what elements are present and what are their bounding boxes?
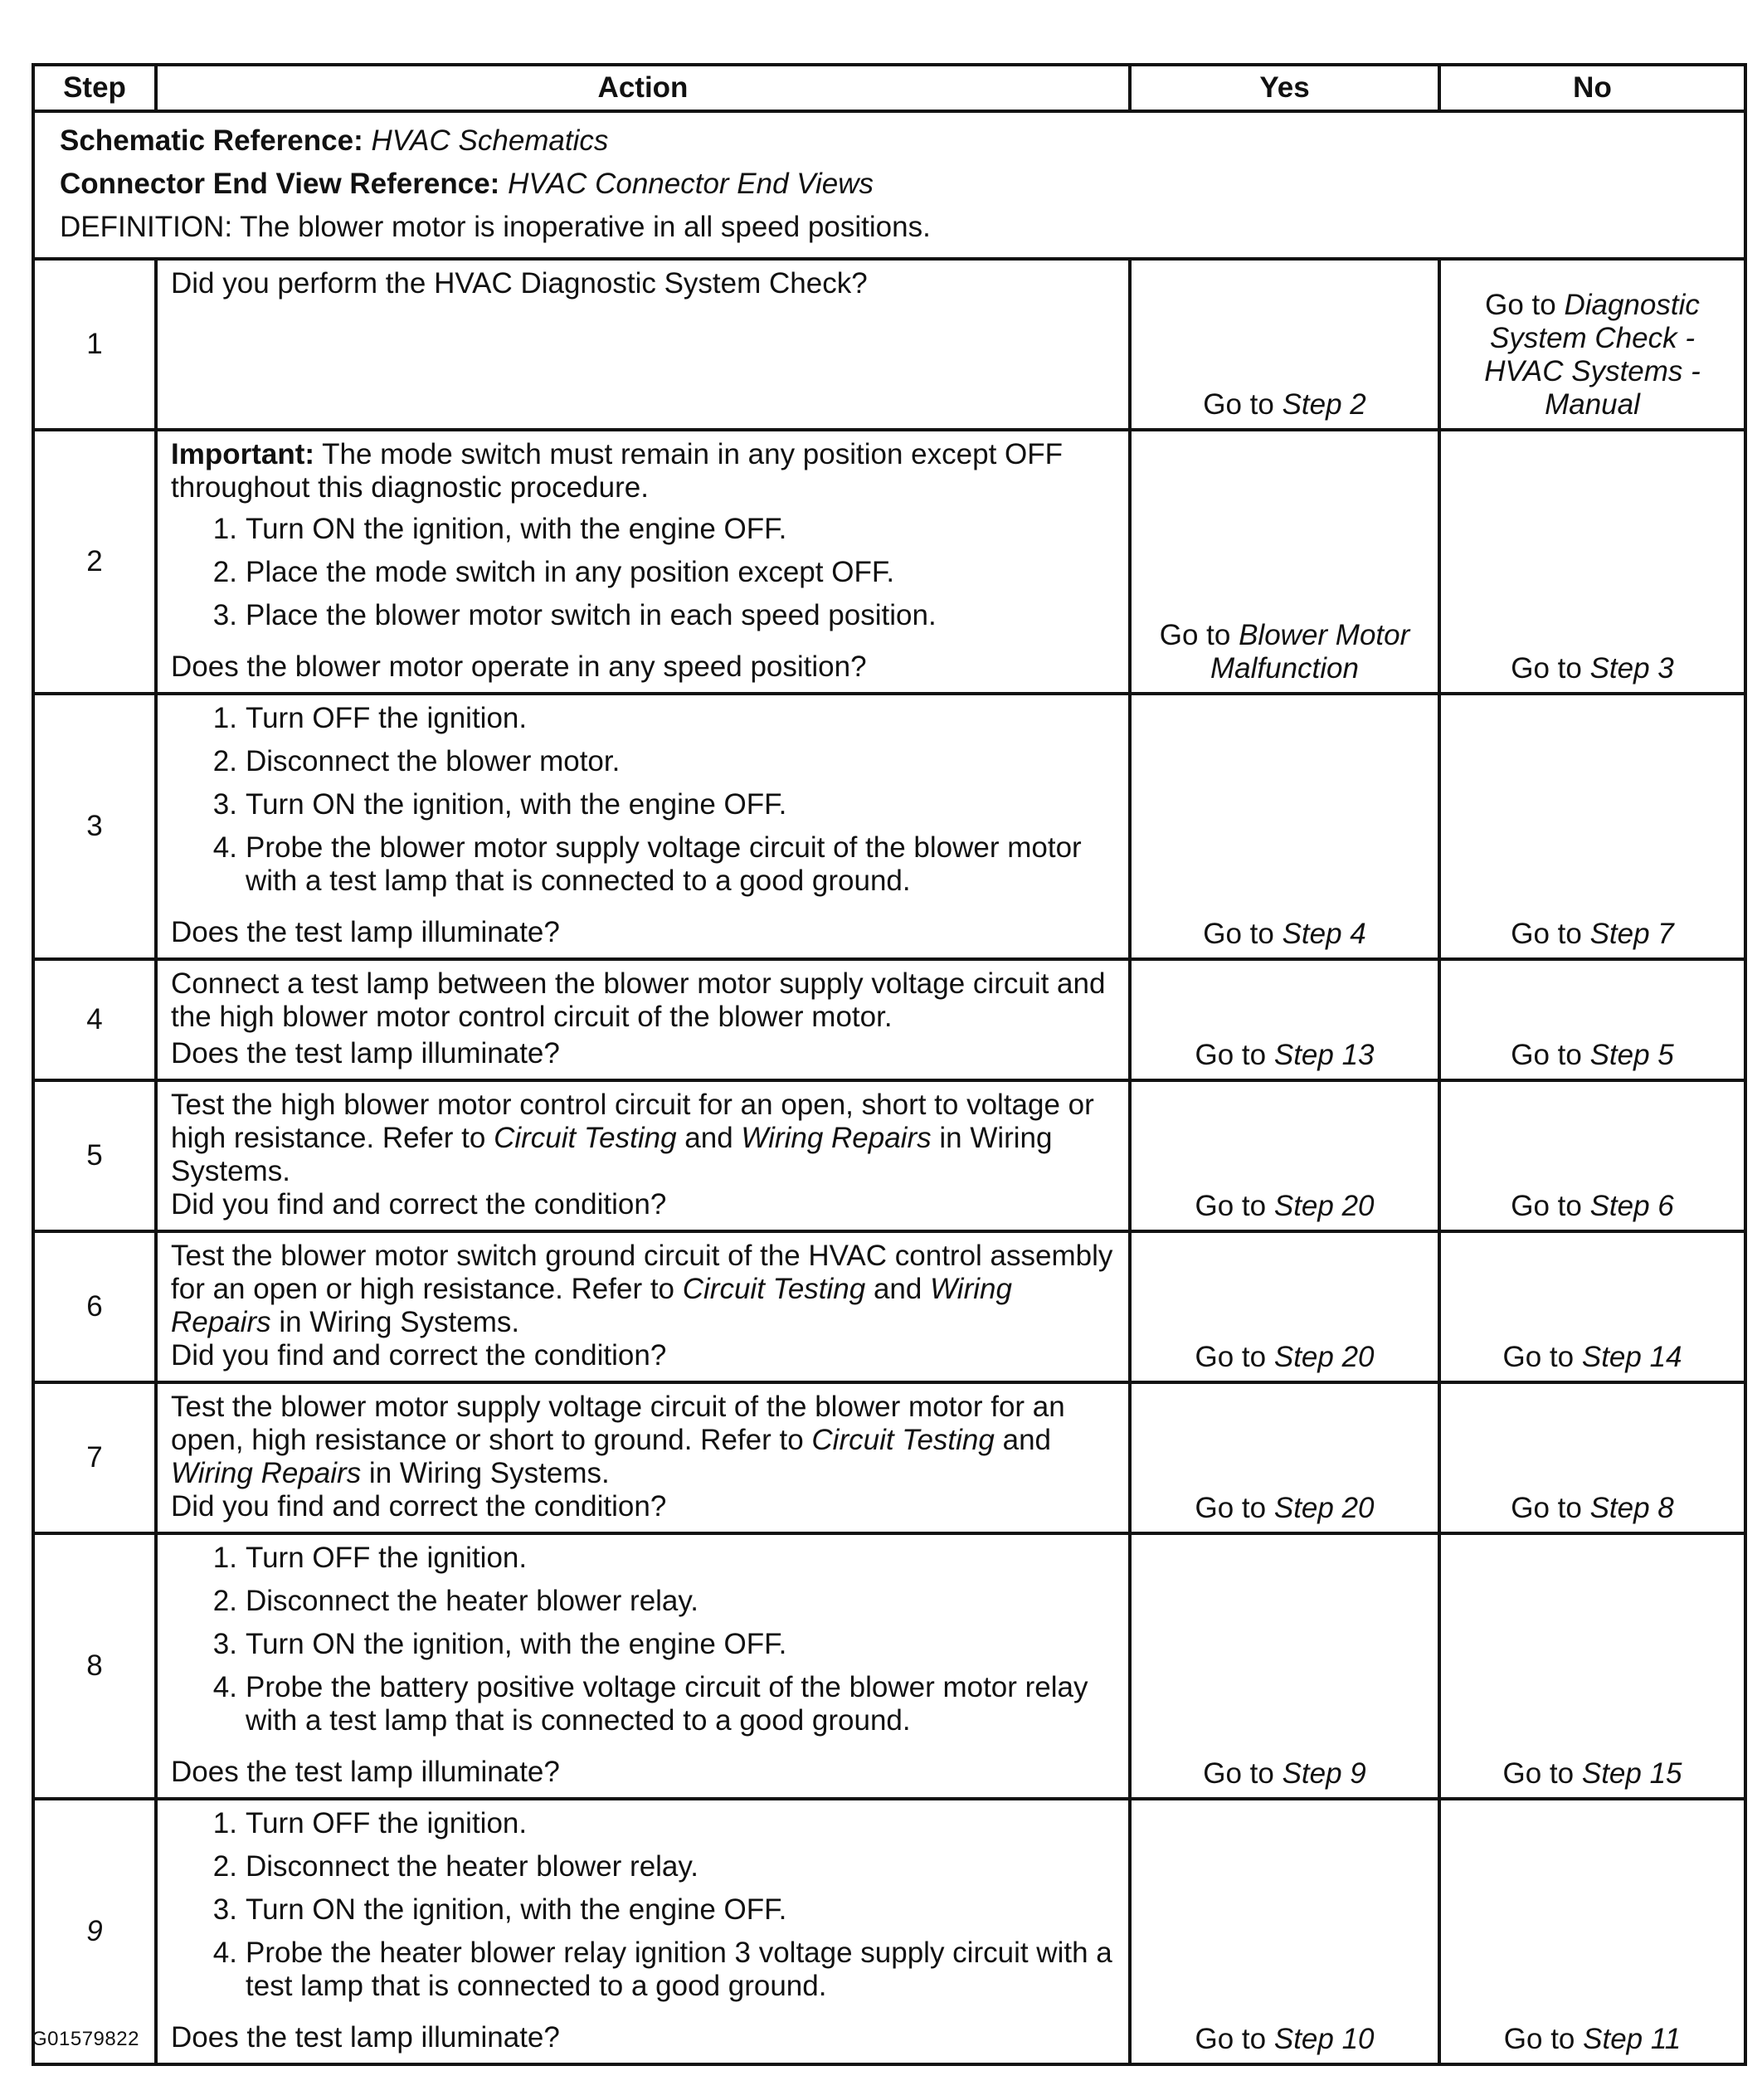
item-number: 3.	[212, 1893, 237, 1926]
question: Does the test lamp illuminate?	[171, 1037, 560, 1069]
no-cell	[1439, 1231, 1745, 1382]
goto-prefix: Go to	[1502, 1341, 1575, 1373]
item-text: Turn OFF the ignition.	[246, 702, 528, 734]
circuit-testing-link[interactable]: Circuit Testing	[682, 1273, 866, 1305]
action-text-after: in Wiring Systems.	[270, 1306, 520, 1338]
yes-cell	[1130, 1231, 1439, 1382]
table-row	[33, 694, 1745, 959]
item-text: Turn OFF the ignition.	[246, 1542, 528, 1574]
item-number: 3.	[212, 599, 237, 631]
procedure-item	[171, 1585, 1117, 1618]
goto-no[interactable]	[1503, 1757, 1682, 1790]
procedure-list	[171, 702, 1117, 908]
goto-no[interactable]	[1511, 1492, 1674, 1524]
procedure-item	[171, 788, 1117, 821]
procedure-list	[171, 513, 1117, 642]
procedure-item	[171, 1542, 1117, 1575]
table-row	[33, 959, 1745, 1080]
goto-prefix: Go to	[1203, 1757, 1274, 1790]
table-row	[33, 430, 1745, 694]
connector-reference	[60, 163, 1719, 206]
goto-prefix: Go to	[1203, 388, 1274, 421]
schematic-reference	[60, 119, 1719, 163]
goto-prefix: Go to	[1511, 1039, 1582, 1071]
goto-yes[interactable]	[1195, 1039, 1375, 1071]
no-cell	[1439, 1799, 1745, 2064]
goto-no[interactable]	[1503, 1341, 1682, 1373]
goto-prefix: Go to	[1503, 2023, 1575, 2055]
step-number: 8	[33, 1533, 156, 1799]
item-text: Place the blower motor switch in each speed position.	[246, 599, 937, 631]
diagnostic-table	[32, 63, 1747, 2066]
action-text-mid: and	[865, 1273, 931, 1305]
yes-cell	[1130, 1799, 1439, 2064]
item-text: Disconnect the blower motor.	[246, 745, 621, 777]
circuit-testing-link[interactable]: Circuit Testing	[811, 1424, 995, 1456]
important-text: The mode switch must remain in any position except OFF throughout this diagnostic procedure.	[171, 438, 1063, 504]
step-number: 6	[33, 1231, 156, 1382]
item-number: 1.	[212, 702, 237, 734]
procedure-item	[171, 599, 1117, 632]
goto-target-link[interactable]: Step 11	[1583, 2023, 1682, 2055]
goto-target-link[interactable]: Step 20	[1273, 1190, 1375, 1222]
yes-cell	[1130, 1382, 1439, 1533]
goto-yes[interactable]	[1195, 1492, 1375, 1524]
procedure-item	[171, 1671, 1117, 1737]
item-text: Disconnect the heater blower relay.	[246, 1850, 699, 1883]
item-text: Turn ON the ignition, with the engine OFF.	[246, 1628, 787, 1660]
procedure-item	[171, 1893, 1117, 1927]
question: Did you perform the HVAC Diagnostic System Check?	[171, 267, 868, 300]
item-number: 2.	[212, 1850, 237, 1883]
table-row	[33, 1080, 1745, 1231]
wiring-repairs-link[interactable]: Wiring Repairs	[171, 1457, 362, 1489]
connector-label: Connector End View Reference:	[60, 168, 500, 200]
goto-no[interactable]	[1511, 918, 1674, 950]
no-cell	[1439, 959, 1745, 1080]
step-number: 2	[33, 430, 156, 694]
procedure-list	[171, 1807, 1117, 2013]
connector-link[interactable]: HVAC Connector End Views	[508, 168, 874, 200]
diagnostic-table-container	[32, 63, 1744, 2066]
action-text: Connect a test lamp between the blower motor supply voltage circuit and the high blower motor control circuit of the blower motor.	[171, 967, 1106, 1033]
item-number: 4.	[212, 1671, 237, 1703]
item-text: Disconnect the heater blower relay.	[246, 1585, 699, 1617]
schematic-link[interactable]: HVAC Schematics	[371, 124, 609, 157]
item-number: 3.	[212, 1628, 237, 1660]
goto-prefix: Go to	[1485, 289, 1556, 321]
action-content	[171, 1089, 1117, 1221]
action-text-before: Test the blower motor switch ground circuit of the HVAC control assembly for an open or high resistance. Refer to	[171, 1240, 1113, 1305]
goto-prefix: Go to	[1195, 1492, 1267, 1524]
table-row	[33, 1382, 1745, 1533]
goto-no[interactable]	[1511, 1039, 1674, 1071]
table-row	[33, 259, 1745, 430]
item-number: 2.	[212, 1585, 237, 1617]
no-cell	[1439, 1533, 1745, 1799]
yes-cell	[1130, 959, 1439, 1080]
action-cell	[156, 259, 1130, 430]
intro-row	[33, 111, 1745, 259]
step-number: 9	[33, 1799, 156, 2064]
item-text: Place the mode switch in any position except OFF.	[246, 556, 895, 588]
goto-yes[interactable]	[1203, 1757, 1366, 1790]
procedure-item	[171, 513, 1117, 546]
procedure-list	[171, 1542, 1117, 1747]
goto-prefix: Go to	[1195, 1341, 1267, 1373]
no-cell	[1439, 430, 1745, 694]
action-content	[171, 1391, 1117, 1523]
item-number: 2.	[212, 556, 237, 588]
action-text-after: in Wiring Systems.	[361, 1457, 610, 1489]
goto-no[interactable]	[1504, 2023, 1681, 2055]
header-no: No	[1439, 65, 1745, 111]
item-number: 1.	[212, 513, 237, 545]
no-cell	[1439, 1080, 1745, 1231]
goto-yes[interactable]	[1160, 619, 1410, 685]
yes-cell	[1130, 1533, 1439, 1799]
goto-target-link[interactable]: Step 14	[1581, 1341, 1682, 1373]
yes-cell	[1130, 1080, 1439, 1231]
definition: DEFINITION: The blower motor is inoperative in all speed positions.	[60, 211, 931, 243]
goto-target-link[interactable]: Step 13	[1273, 1039, 1375, 1071]
yes-cell	[1130, 430, 1439, 694]
goto-target-link[interactable]: Step 2	[1282, 388, 1366, 421]
item-text: Probe the battery positive voltage circuit of the blower motor relay with a test lamp that is connected to a good ground.	[246, 1671, 1088, 1737]
question: Did you find and correct the condition?	[171, 1339, 667, 1372]
important-label: Important:	[171, 438, 315, 470]
goto-prefix: Go to	[1511, 1492, 1582, 1524]
intro-cell	[33, 111, 1745, 259]
procedure-item	[171, 1628, 1117, 1661]
item-text: Turn ON the ignition, with the engine OFF.	[246, 788, 787, 821]
question: Did you find and correct the condition?	[171, 1490, 667, 1523]
goto-prefix: Go to	[1203, 918, 1274, 950]
procedure-item	[171, 556, 1117, 589]
item-text: Turn OFF the ignition.	[246, 1807, 528, 1839]
item-number: 2.	[212, 745, 237, 777]
procedure-item	[171, 831, 1117, 898]
goto-yes[interactable]	[1195, 1341, 1375, 1373]
goto-prefix: Go to	[1511, 652, 1582, 685]
goto-target-link[interactable]: Step 20	[1273, 1341, 1375, 1373]
action-text	[171, 1391, 1117, 1490]
goto-prefix: Go to	[1159, 619, 1231, 651]
goto-target-link[interactable]: Step 7	[1589, 918, 1674, 950]
action-content	[171, 1807, 1117, 2054]
question: Does the test lamp illuminate?	[171, 916, 560, 948]
goto-target-link[interactable]: Step 3	[1589, 652, 1674, 685]
question: Does the blower motor operate in any speed position?	[171, 650, 867, 683]
question: Did you find and correct the condition?	[171, 1188, 667, 1221]
action-content	[171, 1542, 1117, 1789]
procedure-item	[171, 702, 1117, 735]
action-text	[171, 1240, 1117, 1339]
item-number: 3.	[212, 788, 237, 821]
goto-prefix: Go to	[1502, 1757, 1575, 1790]
goto-target-link[interactable]: Step 4	[1282, 918, 1366, 950]
circuit-testing-link[interactable]: Circuit Testing	[494, 1122, 677, 1154]
item-number: 4.	[212, 1937, 237, 1969]
goto-yes[interactable]	[1195, 2023, 1375, 2055]
procedure-item	[171, 1850, 1117, 1883]
goto-target-link[interactable]: Step 10	[1273, 2023, 1375, 2055]
goto-target-link[interactable]: Step 6	[1589, 1190, 1674, 1222]
action-text-after: in Wiring Systems.	[171, 1122, 1053, 1187]
goto-yes[interactable]	[1195, 1190, 1375, 1222]
goto-target-link[interactable]: Step 5	[1589, 1039, 1674, 1071]
item-text: Probe the blower motor supply voltage circuit of the blower motor with a test lamp that is connected to a good ground.	[246, 831, 1082, 897]
action-content	[171, 967, 1117, 1070]
item-number: 1.	[212, 1807, 237, 1839]
action-cell	[156, 1231, 1130, 1382]
figure-id: G01579822	[32, 2028, 139, 2050]
action-cell	[156, 430, 1130, 694]
procedure-item	[171, 1937, 1117, 2003]
procedure-item	[171, 745, 1117, 778]
step-number: 5	[33, 1080, 156, 1231]
action-cell	[156, 1382, 1130, 1533]
goto-prefix: Go to	[1195, 2023, 1267, 2055]
action-text-mid: and	[676, 1122, 742, 1154]
action-text-before: Test the blower motor supply voltage circuit of the blower motor for an open, high resistance or short to ground. Refer to	[171, 1391, 1065, 1456]
goto-prefix: Go to	[1511, 918, 1582, 950]
action-cell	[156, 959, 1130, 1080]
item-text: Turn ON the ignition, with the engine OFF.	[246, 513, 787, 545]
action-content	[171, 702, 1117, 949]
important-note	[171, 438, 1117, 504]
goto-target-link[interactable]: Step 15	[1581, 1757, 1682, 1790]
no-cell	[1439, 1382, 1745, 1533]
goto-yes[interactable]	[1203, 388, 1366, 421]
action-cell	[156, 694, 1130, 959]
item-number: 4.	[212, 831, 237, 864]
wiring-repairs-link[interactable]: Wiring Repairs	[741, 1122, 932, 1154]
item-number: 1.	[212, 1542, 237, 1574]
action-text	[171, 1089, 1117, 1188]
goto-prefix: Go to	[1195, 1039, 1267, 1071]
step-number: 7	[33, 1382, 156, 1533]
procedure-item	[171, 1807, 1117, 1840]
goto-no[interactable]	[1511, 1190, 1674, 1222]
step-number: 4	[33, 959, 156, 1080]
goto-prefix: Go to	[1195, 1190, 1267, 1222]
goto-no[interactable]	[1511, 652, 1674, 685]
header-step: Step	[33, 65, 156, 111]
yes-cell	[1130, 259, 1439, 430]
action-cell	[156, 1080, 1130, 1231]
action-text-mid: and	[994, 1424, 1051, 1456]
goto-prefix: Go to	[1511, 1190, 1582, 1222]
table-row	[33, 1799, 1745, 2064]
schematic-label: Schematic Reference:	[60, 124, 363, 157]
step-number: 3	[33, 694, 156, 959]
table-row	[33, 1231, 1745, 1382]
goto-no[interactable]	[1484, 289, 1701, 421]
no-cell	[1439, 259, 1745, 430]
goto-target-link[interactable]: Step 20	[1273, 1492, 1375, 1524]
step-number: 1	[33, 259, 156, 430]
action-cell	[156, 1799, 1130, 2064]
no-cell	[1439, 694, 1745, 959]
action-text-before: Test the high blower motor control circuit for an open, short to voltage or high resistance. Refer to	[171, 1089, 1094, 1154]
item-text: Probe the heater blower relay ignition 3 voltage supply circuit with a test lamp that is connected to a good ground.	[246, 1937, 1112, 2002]
header-yes: Yes	[1130, 65, 1439, 111]
goto-target-link[interactable]: Blower Motor Malfunction	[1210, 619, 1410, 685]
goto-yes[interactable]	[1203, 918, 1366, 950]
action-cell	[156, 1533, 1130, 1799]
yes-cell	[1130, 694, 1439, 959]
table-row	[33, 1533, 1745, 1799]
goto-target-link[interactable]: Step 8	[1589, 1492, 1674, 1524]
header-action: Action	[156, 65, 1130, 111]
action-content	[171, 1240, 1117, 1372]
header-row	[33, 65, 1745, 111]
action-content	[171, 267, 1117, 420]
question: Does the test lamp illuminate?	[171, 2021, 560, 2054]
wiring-repairs-link[interactable]: Wiring Repairs	[171, 1273, 1012, 1338]
question: Does the test lamp illuminate?	[171, 1756, 560, 1788]
goto-target-link[interactable]: Step 9	[1282, 1757, 1366, 1790]
item-text: Turn ON the ignition, with the engine OFF.	[246, 1893, 787, 1926]
goto-target-link[interactable]: Diagnostic System Check - HVAC Systems - Manual	[1484, 289, 1701, 421]
action-content	[171, 438, 1117, 684]
